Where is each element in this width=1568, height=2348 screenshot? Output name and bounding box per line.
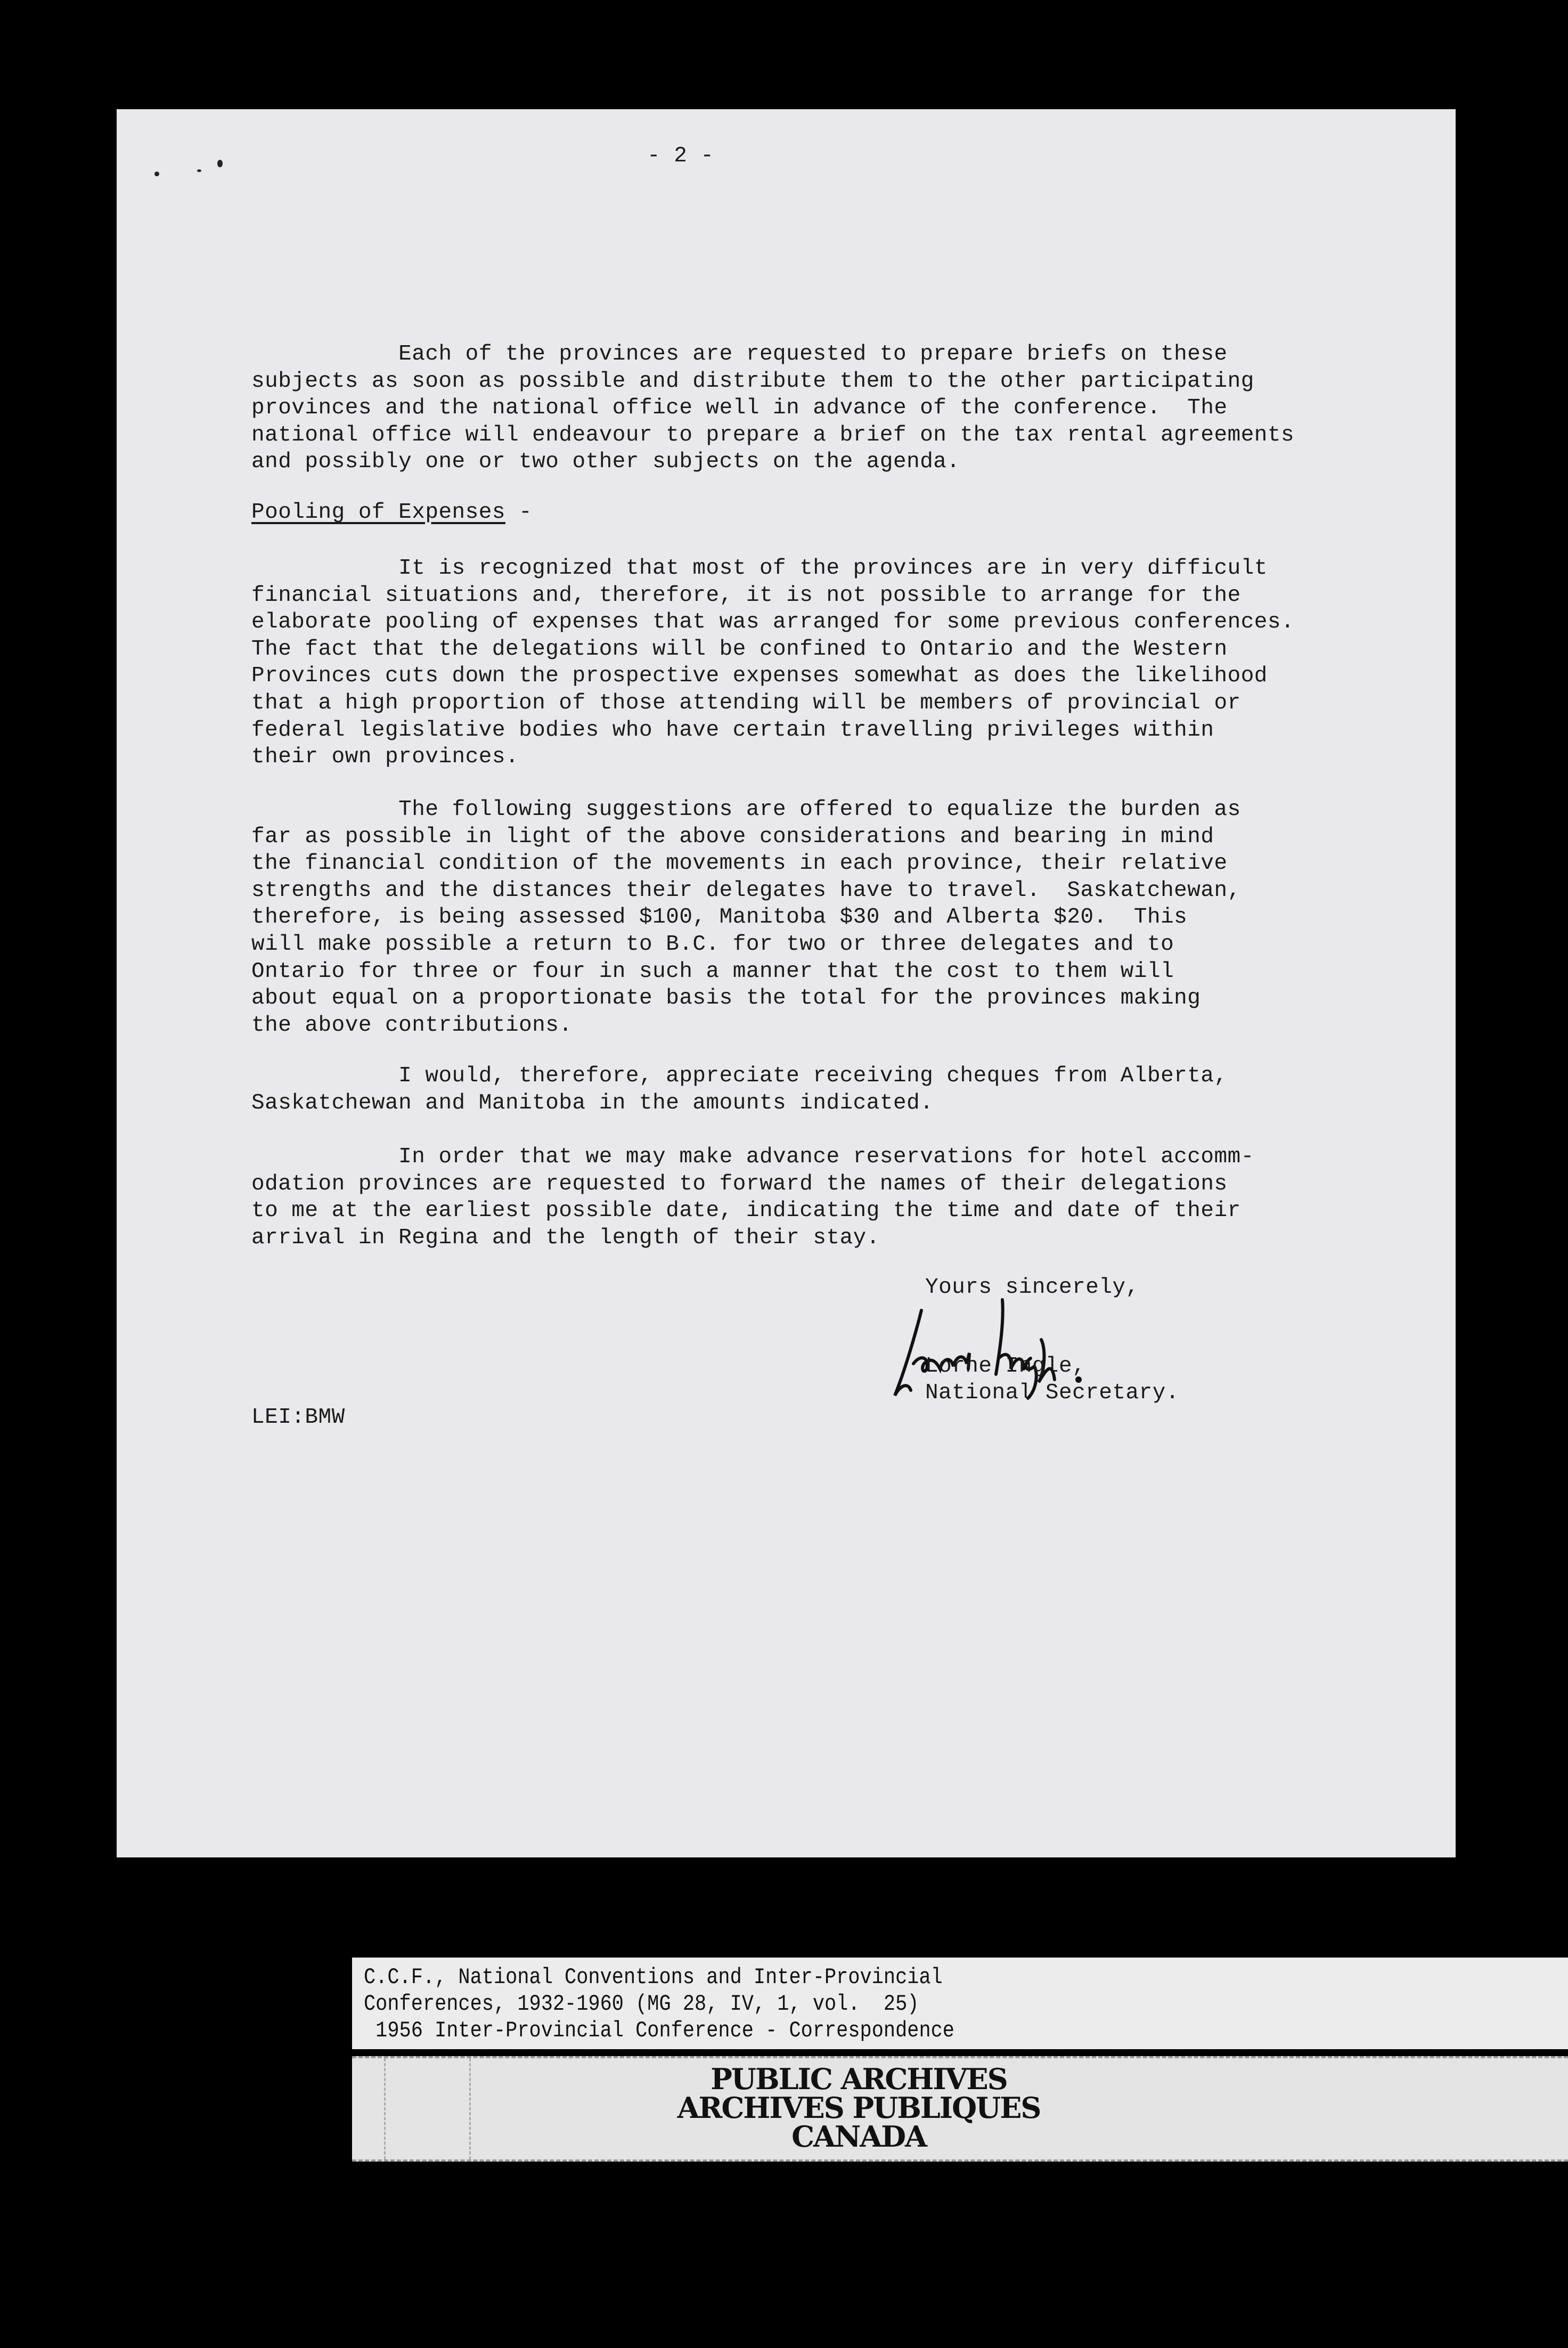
archive-stamp xyxy=(352,2056,1568,2162)
page-number: - 2 - xyxy=(647,144,714,168)
reference-initials: LEI:BMW xyxy=(251,1405,345,1430)
archive-label-text xyxy=(364,1964,954,2044)
archive-label-line: Conferences, 1932-1960 (MG 28, IV, 1, vol. 25) xyxy=(364,1991,919,2017)
signer-title: National Secretary. xyxy=(925,1381,1179,1405)
archive-stamp-text xyxy=(251,2062,1467,2154)
archive-label xyxy=(352,1958,1568,2049)
scan-speck xyxy=(217,160,223,167)
paragraph-reservations: In order that we may make advance reservations for hotel accomm- odation provinces are requested to forward the names of their delegations to me at the earliest possible date, indicating the time and date of their arrival in Regina and the length of their stay. xyxy=(251,1145,1254,1250)
section-heading-text: Pooling of Expenses xyxy=(251,500,505,525)
section-heading xyxy=(251,499,532,526)
scan-speck xyxy=(197,169,201,172)
archive-stamp-line: ARCHIVES PUBLIQUES xyxy=(677,2091,1041,2125)
section-heading-dash: - xyxy=(505,500,533,525)
scan-speck xyxy=(154,172,159,176)
paragraph-suggestions: The following suggestions are offered to equalize the burden as far as possible in light of the above considerations and bearing in mind the financial condition of the movements in each province, their relative strengths and the distances their delegates have to travel. Saskatchewan, therefore, is being assessed $100, Manitoba $30 and Alberta $20. This will make possible a return to B.C. for two or three delegates and to Ontario for three or four in such a manner that the cost to them will about equal on a proportionate basis the total for the provinces making the above contributions. xyxy=(251,797,1241,1038)
archive-label-line: 1956 Inter-Provincial Conference - Correspondence xyxy=(364,2018,954,2043)
signer-name: Lorne Ingle, xyxy=(925,1354,1086,1379)
closing: Yours sincerely, xyxy=(925,1275,1139,1300)
paragraph-briefs: Each of the provinces are requested to prepare briefs on these subjects as soon as possible and distribute them to the other participating provinces and the national office well in advance of the conference. The national office will endeavour to prepare a brief on the tax rental agreements and possibly one or two other subjects on the agenda. xyxy=(251,342,1295,475)
paragraph-cheques: I would, therefore, appreciate receiving cheques from Alberta, Saskatchewan and Manitoba in the amounts indicated. xyxy=(251,1064,1228,1115)
archive-stamp-line: CANADA xyxy=(791,2119,926,2154)
paragraph-pooling: It is recognized that most of the provinces are in very difficult financial situations and, therefore, it is not possible to arrange for the elaborate pooling of expenses that was arranged for some previous conferences. The fact that the delegations will be confined to Ontario and the Western Provinces cuts down the prospective expenses somewhat as does the likelihood that a high proportion of those attending will be members of provincial or federal legislative bodies who have certain travelling privileges within their own provinces. xyxy=(251,556,1295,770)
archive-label-line: C.C.F., National Conventions and Inter-Provincial xyxy=(364,1964,943,1990)
archive-stamp-line: PUBLIC ARCHIVES xyxy=(710,2062,1007,2096)
